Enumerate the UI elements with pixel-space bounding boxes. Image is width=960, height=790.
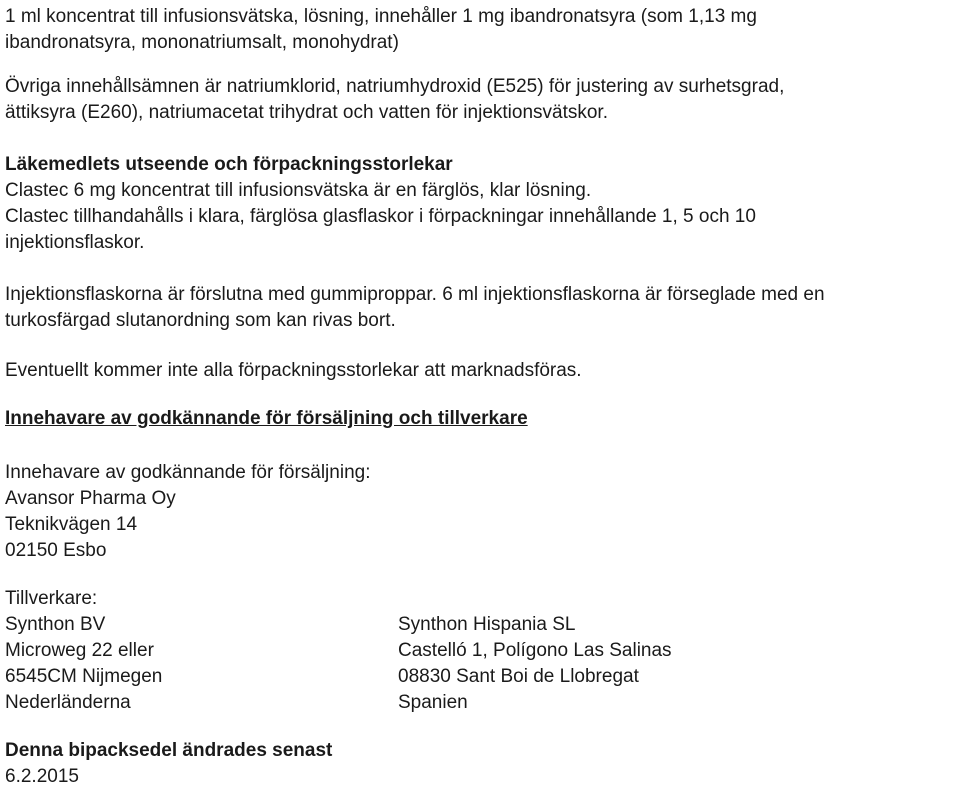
holder-name: Avansor Pharma Oy bbox=[5, 488, 176, 509]
appearance-section bbox=[5, 152, 756, 256]
revision-date: 6.2.2015 bbox=[5, 766, 79, 787]
manufacturer-left-city: 6545CM Nijmegen bbox=[5, 666, 163, 687]
excipients-line-2: ättiksyra (E260), natriumacetat trihydrat och vatten för injektionsvätskor. bbox=[5, 102, 608, 123]
revision-heading: Denna bipacksedel ändrades senast bbox=[5, 740, 333, 761]
excipients-paragraph bbox=[5, 74, 784, 126]
manufacturer-right-city: 08830 Sant Boi de Llobregat bbox=[398, 666, 639, 687]
manufacturers-label: Tillverkare: bbox=[5, 588, 98, 609]
manufacturer-left-street: Microweg 22 eller bbox=[5, 640, 154, 661]
appearance-heading: Läkemedlets utseende och förpackningsstorlekar bbox=[5, 154, 453, 175]
holder-address bbox=[5, 460, 370, 564]
appearance-line-3: injektionsflaskor. bbox=[5, 232, 145, 253]
manufacturer-right-name: Synthon Hispania SL bbox=[398, 614, 576, 635]
holder-city: 02150 Esbo bbox=[5, 540, 107, 561]
appearance-line-2: Clastec tillhandahålls i klara, färglösa glasflaskor i förpackningar innehållande 1, 5 och 10 bbox=[5, 206, 756, 227]
holder-section-heading: Innehavare av godkännande för försäljning och tillverkare bbox=[5, 408, 528, 429]
manufacturer-left-country: Nederländerna bbox=[5, 692, 131, 713]
manufacturer-right-street: Castelló 1, Polígono Las Salinas bbox=[398, 640, 672, 661]
manufacturer-right bbox=[398, 612, 672, 716]
closure-paragraph bbox=[5, 282, 825, 334]
availability-line-1: Eventuellt kommer inte alla förpackningsstorlekar att marknadsföras. bbox=[5, 360, 582, 381]
composition-line-1: 1 ml koncentrat till infusionsvätska, lösning, innehåller 1 mg ibandronatsyra (som 1,13 mg bbox=[5, 6, 757, 27]
composition-line-2: ibandronatsyra, mononatriumsalt, monohydrat) bbox=[5, 32, 399, 53]
manufacturer-right-country: Spanien bbox=[398, 692, 468, 713]
manufacturer-left bbox=[5, 586, 162, 716]
closure-line-2: turkosfärgad slutanordning som kan rivas bort. bbox=[5, 310, 396, 331]
composition-paragraph bbox=[5, 4, 757, 56]
revision-block bbox=[5, 738, 332, 790]
closure-line-1: Injektionsflaskorna är förslutna med gummiproppar. 6 ml injektionsflaskorna är förseglade med en bbox=[5, 284, 825, 305]
excipients-line-1: Övriga innehållsämnen är natriumklorid, natriumhydroxid (E525) för justering av surhetsgrad, bbox=[5, 76, 785, 97]
holder-section-heading-block bbox=[5, 406, 528, 432]
appearance-line-1: Clastec 6 mg koncentrat till infusionsvätska är en färglös, klar lösning. bbox=[5, 180, 592, 201]
availability-paragraph bbox=[5, 358, 582, 384]
holder-label: Innehavare av godkännande för försäljning: bbox=[5, 462, 371, 483]
manufacturer-left-name: Synthon BV bbox=[5, 614, 106, 635]
holder-street: Teknikvägen 14 bbox=[5, 514, 138, 535]
